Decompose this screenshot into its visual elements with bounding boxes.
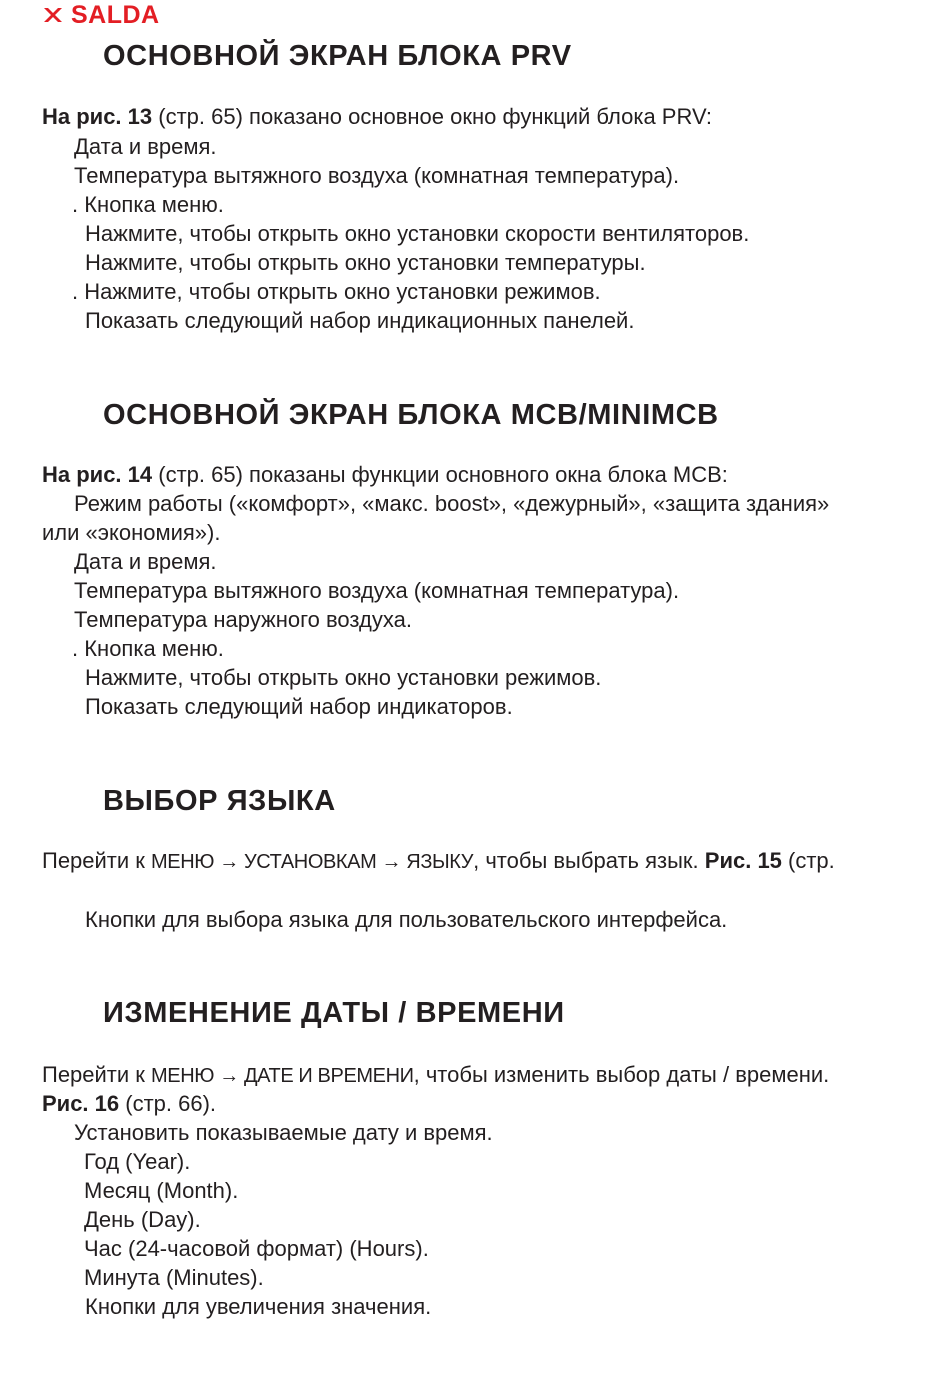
list-item: Температура вытяжного воздуха (комнатная температура). — [74, 163, 680, 188]
text-part: (стр. 66). — [119, 1091, 217, 1116]
list-item: Дата и время. — [74, 549, 217, 574]
section-heading-prv: ОСНОВНОЙ ЭКРАН БЛОКА PRV — [103, 40, 572, 72]
figure-ref: На рис. 14 — [42, 462, 153, 487]
list-item: Минута (Minutes). — [84, 1265, 264, 1290]
text-part: , чтобы изменить выбор даты / времени. — [413, 1062, 830, 1087]
section-heading-language: ВЫБОР ЯЗЫКА — [103, 785, 336, 817]
list-item: Кнопки для увеличения значения. — [85, 1294, 432, 1319]
list-item: Кнопки для выбора языка для пользовательского интерфейса. — [85, 907, 728, 932]
intro-prv — [42, 104, 712, 130]
brand-name: SALDA — [71, 1, 160, 29]
menu-path: МЕНЮ → ДАТЕ И ВРЕМЕНИ — [151, 1065, 414, 1087]
text-part: Перейти к — [42, 848, 152, 873]
menu-path: МЕНЮ → УСТАНОВКАМ → ЯЗЫКУ — [151, 851, 474, 873]
list-item: День (Day). — [84, 1207, 201, 1232]
intro-text: (стр. 65) показано основное окно функций блока PRV: — [152, 104, 712, 129]
list-item: Показать следующий набор индикаторов. — [85, 694, 513, 719]
list-item: Месяц (Month). — [84, 1178, 239, 1203]
section-heading-mcb: ОСНОВНОЙ ЭКРАН БЛОКА MCB/MINIMCB — [103, 399, 719, 431]
list-item: . Нажмите, чтобы открыть окно установки режимов. — [72, 279, 601, 304]
list-item: Нажмите, чтобы открыть окно установки температуры. — [85, 250, 646, 275]
language-instructions — [42, 848, 835, 875]
list-item: или «экономия»). — [42, 520, 221, 545]
list-item: Установить показываемые дату и время. — [74, 1120, 493, 1145]
list-item: Режим работы («комфорт», «макс. boost», «дежурный», «защита здания» — [74, 491, 830, 516]
figure-reference-line — [42, 1091, 216, 1117]
figure-ref: Рис. 15 — [704, 848, 782, 873]
list-item: . Кнопка меню. — [72, 192, 224, 217]
list-item: Показать следующий набор индикационных панелей. — [85, 308, 635, 333]
list-item: Год (Year). — [84, 1149, 191, 1174]
list-item: Температура наружного воздуха. — [74, 607, 412, 632]
salda-logo-icon — [42, 4, 64, 26]
list-item: Час (24-часовой формат) (Hours). — [84, 1236, 429, 1261]
list-item: . Кнопка меню. — [72, 636, 224, 661]
intro-mcb — [42, 462, 728, 488]
salda-logo — [42, 2, 160, 28]
list-item: Дата и время. — [74, 134, 217, 159]
list-item: Нажмите, чтобы открыть окно установки скорости вентиляторов. — [85, 221, 750, 246]
datetime-instructions — [42, 1062, 829, 1089]
figure-ref: Рис. 16 — [42, 1091, 120, 1116]
text-part: (стр. — [781, 848, 835, 873]
list-item: Нажмите, чтобы открыть окно установки режимов. — [85, 665, 602, 690]
text-part: , чтобы выбрать язык. — [473, 848, 705, 873]
figure-ref: На рис. 13 — [42, 104, 153, 129]
list-item: Температура вытяжного воздуха (комнатная температура). — [74, 578, 680, 603]
intro-text: (стр. 65) показаны функции основного окна блока MCB: — [152, 462, 728, 487]
text-part: Перейти к — [42, 1062, 152, 1087]
section-heading-datetime: ИЗМЕНЕНИЕ ДАТЫ / ВРЕМЕНИ — [103, 997, 565, 1029]
